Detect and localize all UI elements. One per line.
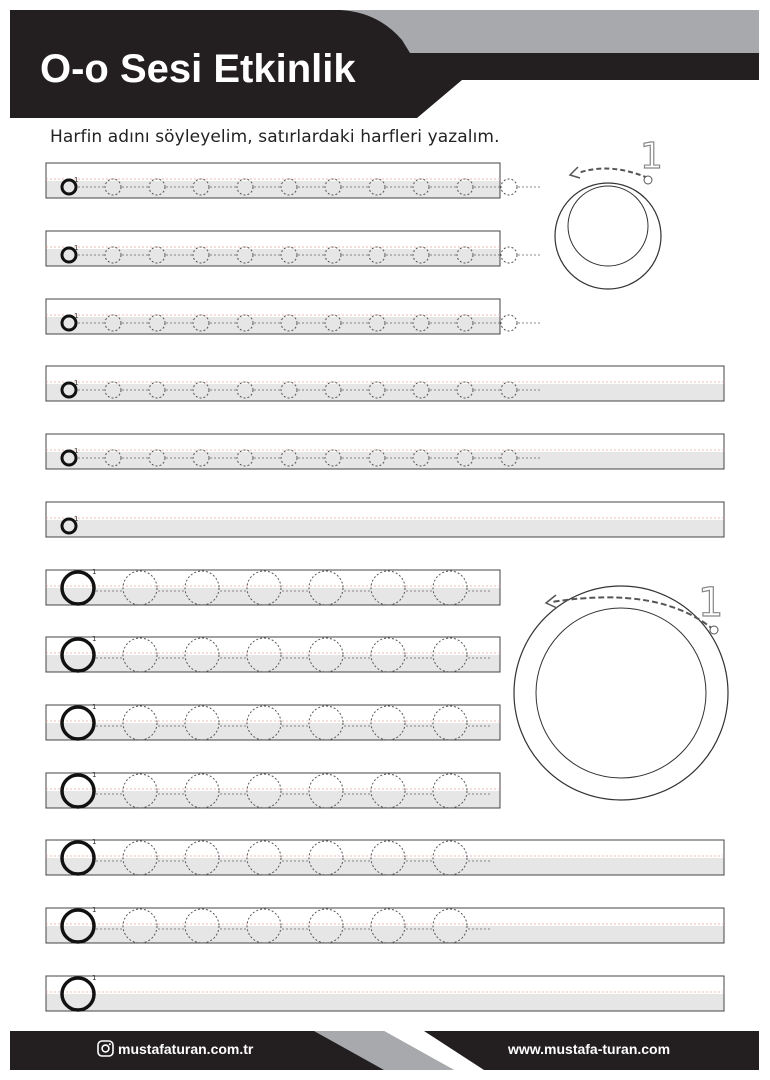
trace-letter-o [501, 179, 517, 195]
stroke-number: 1 [74, 379, 79, 387]
large-letter-guide [514, 580, 728, 800]
writing-row[interactable] [46, 434, 724, 469]
stroke-number: 1 [74, 515, 79, 523]
writing-row[interactable] [46, 906, 724, 943]
instagram-handle: mustafaturan.com.tr [118, 1041, 254, 1057]
page-title: O-o Sesi Etkinlik [40, 47, 356, 91]
writing-row[interactable] [46, 299, 540, 334]
stroke-number: 1 [92, 906, 97, 914]
stroke-direction-arrow [578, 169, 648, 178]
writing-row[interactable] [46, 703, 500, 740]
writing-row[interactable] [46, 568, 500, 605]
trace-letter-o [501, 315, 517, 331]
small-letter-guide [555, 136, 663, 289]
stroke-number: 1 [74, 312, 79, 320]
instagram-icon [97, 1040, 114, 1057]
writing-row[interactable] [46, 502, 724, 537]
stroke-number: 1 [74, 176, 79, 184]
start-dot-large [710, 626, 718, 634]
stroke-number: 1 [74, 447, 79, 455]
trace-letter-o [501, 247, 517, 263]
stroke-number: 1 [92, 568, 97, 576]
instruction-text: Harfin adını söyleyelim, satırlardaki harfleri yazalım. [50, 127, 500, 147]
website-link[interactable]: www.mustafa-turan.com [508, 1041, 671, 1057]
writing-row[interactable] [46, 838, 724, 875]
writing-rows [46, 163, 724, 1011]
stroke-number-small: 1 [640, 136, 663, 177]
stroke-number: 1 [74, 244, 79, 252]
writing-row[interactable] [46, 771, 500, 808]
writing-row[interactable] [46, 231, 540, 266]
start-dot [644, 176, 652, 184]
writing-row[interactable] [46, 163, 540, 198]
stroke-number: 1 [92, 974, 97, 982]
writing-row[interactable] [46, 366, 724, 401]
stroke-direction-arrow-large [552, 597, 714, 630]
stroke-number: 1 [92, 635, 97, 643]
stroke-number-large: 1 [698, 580, 724, 626]
stroke-number: 1 [92, 703, 97, 711]
stroke-number: 1 [92, 838, 97, 846]
writing-row[interactable] [46, 974, 724, 1011]
stroke-number: 1 [92, 771, 97, 779]
writing-row[interactable] [46, 635, 500, 672]
